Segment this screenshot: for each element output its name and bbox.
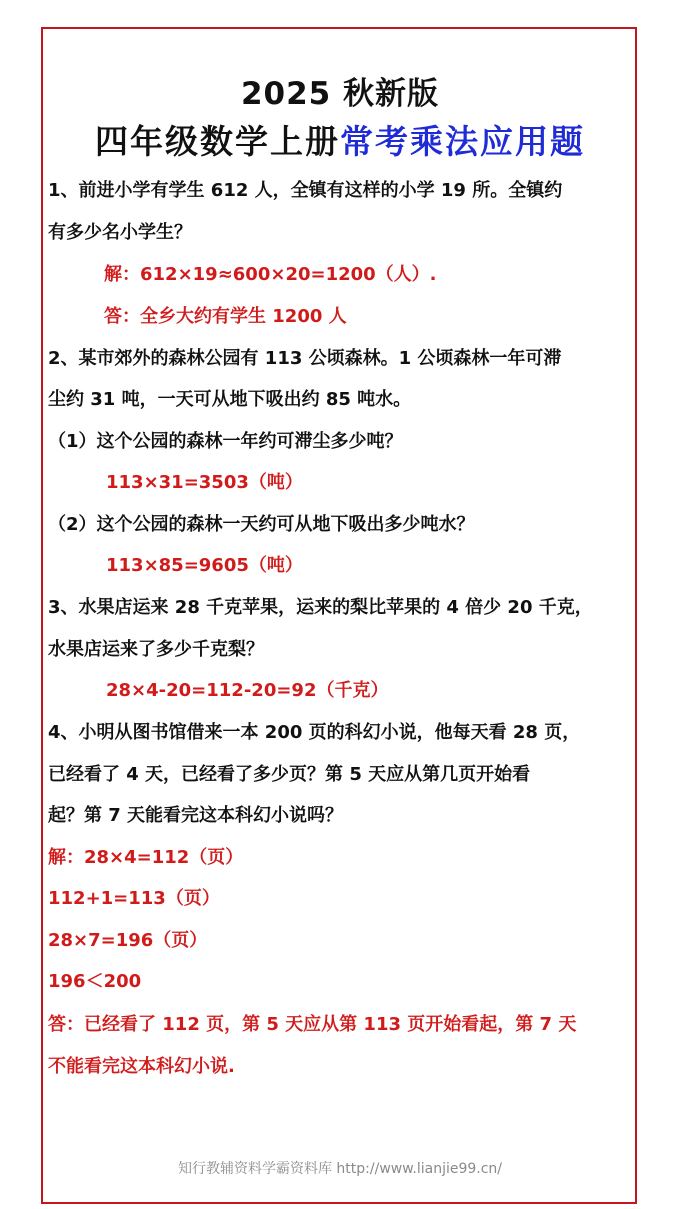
q4-step-4: 196＜200 xyxy=(48,971,142,992)
q2-subanswer-2: 113×85=9605（吨） xyxy=(106,555,303,576)
q1-answer: 答：全乡大约有学生 1200 人 xyxy=(104,306,347,327)
q4-step-3: 28×7=196（页） xyxy=(48,930,208,951)
q4-text-line1: 4、小明从图书馆借来一本 200 页的科幻小说，他每天看 28 页， xyxy=(48,722,581,743)
footer-source: 知行教辅资料学霸资料库 http://www.lianjie99.cn/ xyxy=(177,1161,503,1177)
q3-text-line2: 水果店运来了多少千克梨？ xyxy=(48,639,264,660)
q3-text-line1: 3、水果店运来 28 千克苹果，运来的梨比苹果的 4 倍少 20 千克， xyxy=(48,597,593,618)
q4-answer-line1: 答：已经看了 112 页，第 5 天应从第 113 页开始看起，第 7 天 xyxy=(48,1014,577,1035)
page-title-black: 四年级数学上册 xyxy=(95,122,340,161)
q1-text-line1: 1、前进小学有学生 612 人，全镇有这样的小学 19 所。全镇约 xyxy=(48,180,563,201)
q4-step-1: 解：28×4=112（页） xyxy=(48,847,244,868)
q1-solution: 解：612×19≈600×20=1200（人）. xyxy=(104,264,437,285)
q1-text-line2: 有多少名小学生？ xyxy=(48,222,192,243)
q2-subquestion-1: （1）这个公园的森林一年约可滞尘多少吨？ xyxy=(48,431,403,452)
q4-text-line3: 起？第 7 天能看完这本科幻小说吗？ xyxy=(48,805,344,826)
page-title xyxy=(0,116,680,163)
q2-text-line2: 尘约 31 吨，一天可从地下吸出约 85 吨水。 xyxy=(48,389,412,410)
page-title-blue: 常考乘法应用题 xyxy=(340,122,585,161)
page-title-year: 2025 秋新版 xyxy=(240,76,440,112)
q4-text-line2: 已经看了 4 天，已经看了多少页？第 5 天应从第几页开始看 xyxy=(48,764,531,785)
q3-answer: 28×4-20=112-20=92（千克） xyxy=(106,680,389,701)
q2-text-line1: 2、某市郊外的森林公园有 113 公顷森林。1 公顷森林一年可滞 xyxy=(48,348,562,369)
q2-subquestion-2: （2）这个公园的森林一天约可从地下吸出多少吨水？ xyxy=(48,514,475,535)
q2-subanswer-1: 113×31=3503（吨） xyxy=(106,472,303,493)
q4-answer-line2: 不能看完这本科幻小说. xyxy=(48,1056,235,1077)
q4-step-2: 112+1=113（页） xyxy=(48,888,220,909)
